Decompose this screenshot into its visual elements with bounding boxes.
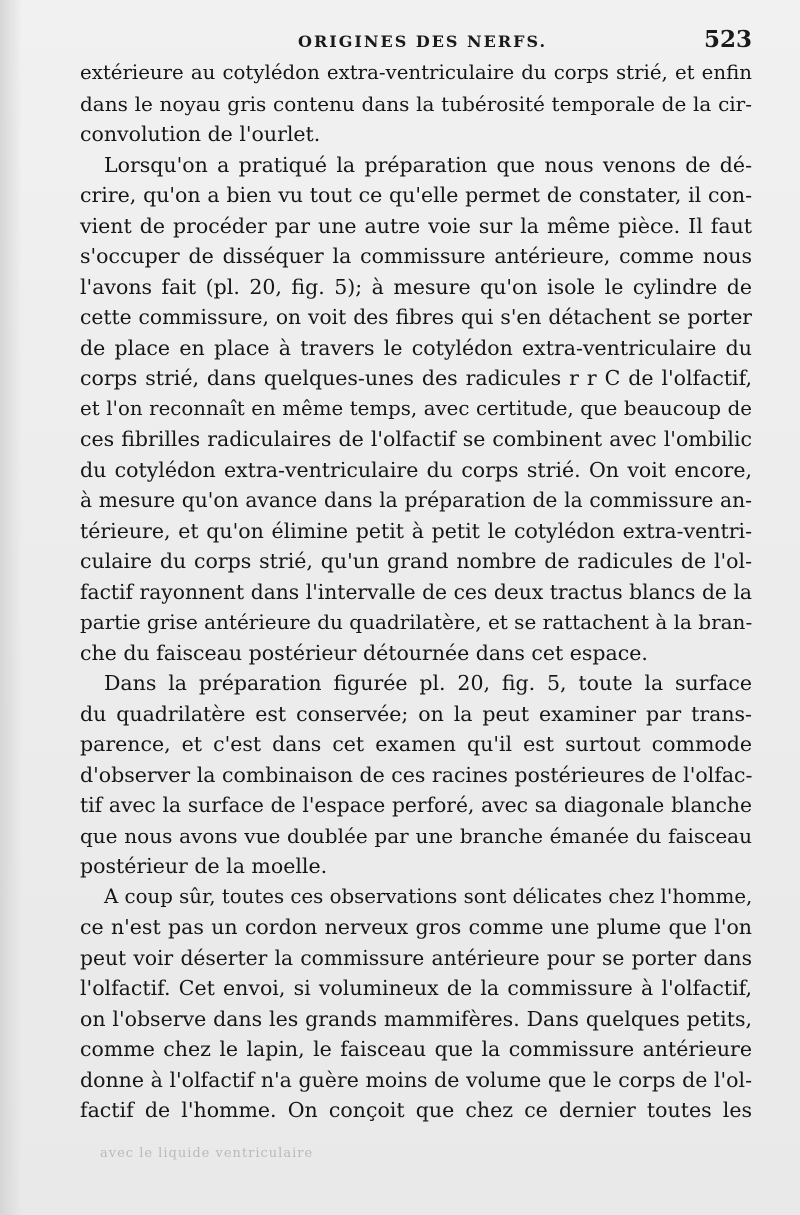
text-line: à mesure qu'on avance dans la préparation de la commissure an- <box>80 488 752 512</box>
text-line: s'occuper de disséquer la commissure antérieure, comme nous <box>80 244 752 268</box>
text-line: peut voir déserter la commissure antérieure pour se porter dans <box>80 945 752 970</box>
text-line: d'observer la combinaison de ces racines postérieures de l'olfac- <box>80 762 753 787</box>
text-line: che du faisceau postérieur détournée dans cet espace. <box>80 640 648 665</box>
text-line: on l'observe dans les grands mammifères. Dans quelques petits, <box>80 1006 752 1031</box>
text-line: crire, qu'on a bien vu tout ce qu'elle permet de constater, il con- <box>80 183 752 207</box>
text-line: vient de procéder par une autre voie sur la même pièce. Il faut <box>80 213 752 238</box>
spine-shadow <box>0 0 22 1215</box>
text-line: de place en place à travers le cotylédon extra-ventriculaire du <box>80 335 752 360</box>
text-line: parence, et c'est dans cet examen qu'il est surtout commode <box>80 732 752 756</box>
bleed-through-text: avec le liquide ventriculaire <box>100 1146 314 1161</box>
text-line: du cotylédon extra-ventriculaire du corps strié. On voit encore, <box>80 457 752 482</box>
text-line: A coup sûr, toutes ces observations sont délicates chez l'homme, <box>104 884 753 908</box>
text-line: convolution de l'ourlet. <box>80 122 321 146</box>
text-line: cette commissure, on voit des fibres qui s'en détachent se porter <box>80 305 752 329</box>
text-line: Dans la préparation figurée pl. 20, fig. 5, toute la surface <box>104 671 752 695</box>
text-line: factif de l'homme. On conçoit que chez ce dernier toutes les <box>80 1098 752 1122</box>
text-line: ce n'est pas un cordon nerveux gros comme une plume que l'on <box>80 915 752 939</box>
text-line: tif avec la surface de l'espace perforé, avec sa diagonale blanche <box>80 793 752 817</box>
text-line: donne à l'olfactif n'a guère moins de volume que le corps de l'ol- <box>80 1067 752 1092</box>
text-line: postérieur de la moelle. <box>80 854 328 878</box>
text-line: Lorsqu'on a pratiqué la préparation que nous venons de dé- <box>104 152 752 177</box>
text-line: culaire du corps strié, qu'un grand nombre de radicules de l'ol- <box>80 549 752 573</box>
text-line: térieure, et qu'on élimine petit à petit le cotylédon extra-ventri- <box>80 518 752 543</box>
text-line: du quadrilatère est conservée; on la peut examiner par trans- <box>80 701 752 726</box>
text-line: dans le noyau gris contenu dans la tubérosité temporale de la cir- <box>80 91 752 116</box>
text-line: ces fibrilles radiculaires de l'olfactif se combinent avec l'ombilic <box>80 427 752 451</box>
page-number: 523 <box>704 26 753 53</box>
text-line: corps strié, dans quelques-unes des radicules r r C de l'olfactif, <box>80 366 752 390</box>
text-line: que nous avons vue doublée par une branche émanée du faisceau <box>80 823 752 848</box>
body-text <box>80 58 752 1126</box>
text-line: l'avons fait (pl. 20, fig. 5); à mesure qu'on isole le cylindre de <box>80 274 752 299</box>
text-line: comme chez le lapin, le faisceau que la commissure antérieure <box>80 1037 752 1061</box>
text-line: factif rayonnent dans l'intervalle de ces deux tractus blancs de la <box>80 579 752 604</box>
text-line: extérieure au cotylédon extra-ventriculaire du corps strié, et enfin <box>80 61 752 84</box>
text-line: l'olfactif. Cet envoi, si volumineux de la commissure à l'olfactif, <box>80 976 752 1000</box>
text-line: partie grise antérieure du quadrilatère, et se rattachent à la bran- <box>80 610 753 634</box>
text-line: et l'on reconnaît en même temps, avec certitude, que beaucoup de <box>80 396 752 420</box>
running-title: ORIGINES DES NERFS. <box>298 32 548 51</box>
